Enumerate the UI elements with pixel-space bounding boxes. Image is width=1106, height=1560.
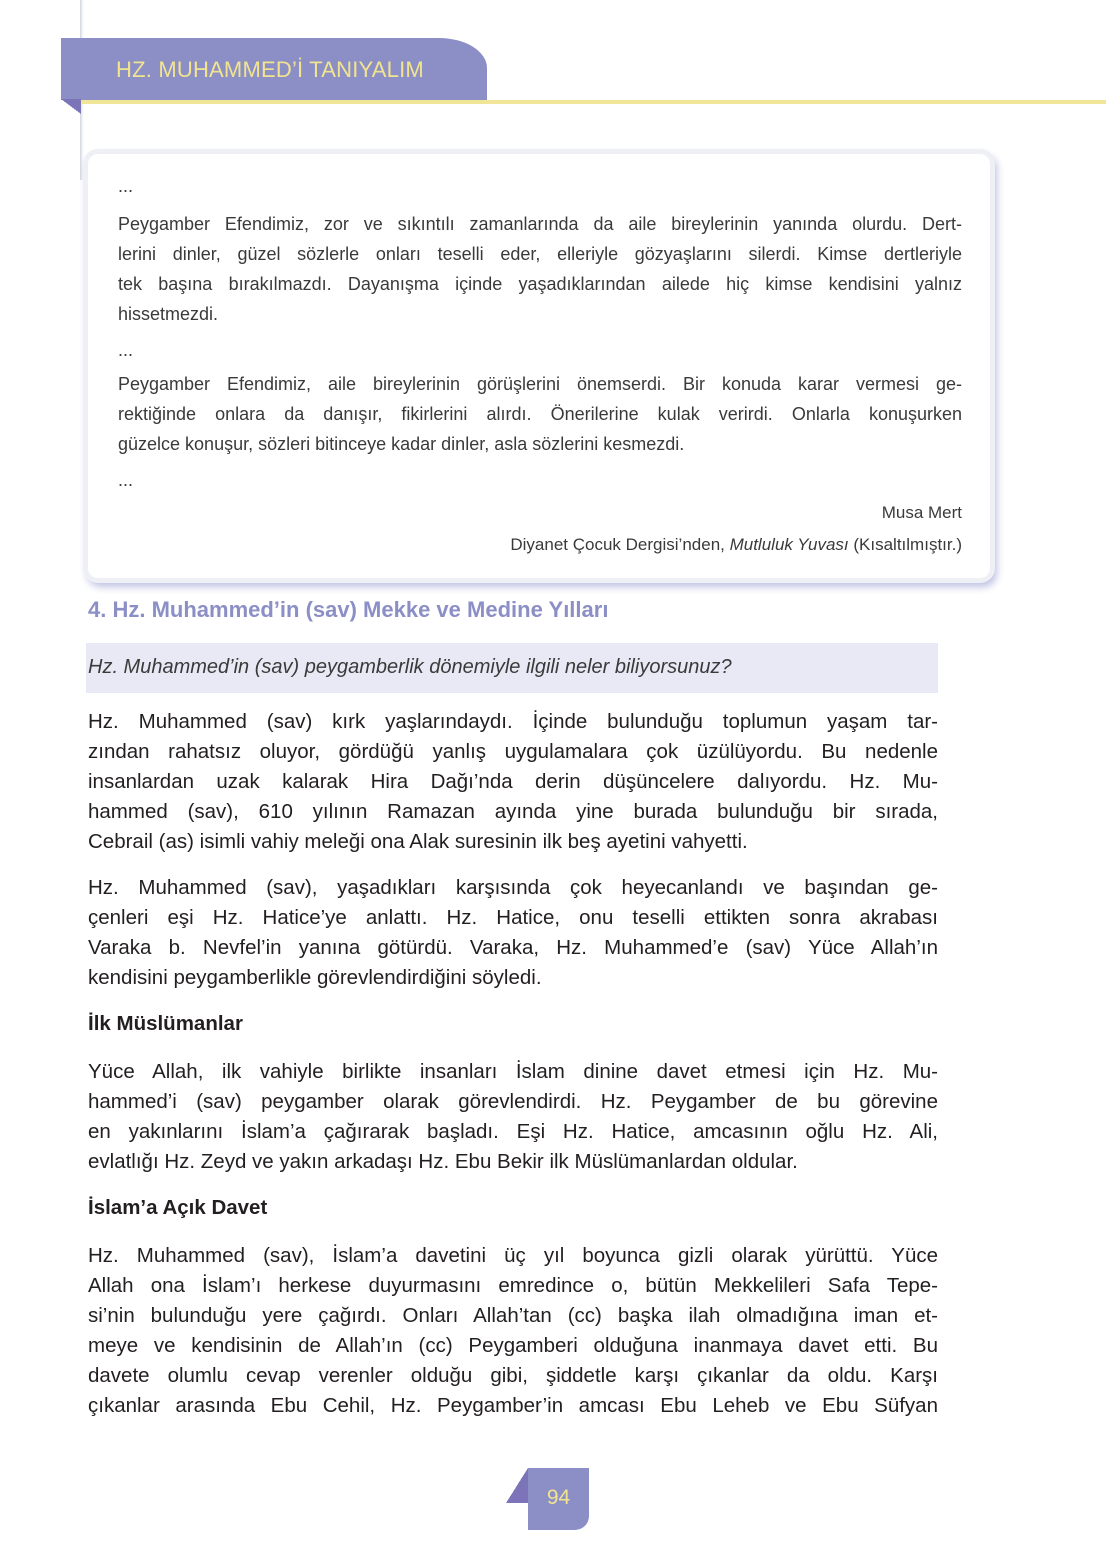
body-line: Cebrail (as) isimli vahiy meleği ona Alak suresinin ilk beş ayetini vahyetti.: [88, 830, 748, 853]
quote-paragraph-1: [118, 209, 962, 329]
quote-line: Peygamber Efendimiz, aile bireylerinin görüşlerini önemserdi. Bir konuda karar vermesi ge-: [118, 374, 962, 394]
source-prefix: Diyanet Çocuk Dergisi’nden,: [510, 535, 730, 554]
body-line: insanlardan uzak kalarak Hira Dağı’nda derin düşüncelere dalıyordu. Hz. Mu-: [88, 770, 938, 793]
quote-author: Musa Mert: [881, 503, 962, 522]
quote-line: tek başına bırakılmazdı. Dayanışma içinde yaşadıklarından ailede hiç kimse kendisini yalnız: [118, 274, 962, 294]
body-line: Yüce Allah, ilk vahiyle birlikte insanları İslam dinine davet etmesi için Hz. Mu-: [88, 1060, 938, 1083]
body-paragraph-1: [88, 707, 938, 857]
body-paragraph-2: [88, 873, 938, 993]
quote-line: hissetmezdi.: [118, 304, 219, 324]
body-line: Allah ona İslam’ı herkese duyurmasını emredince o, bütün Mekkelileri Safa Tepe-: [88, 1274, 938, 1297]
source-suffix: (Kısaltılmıştır.): [848, 535, 962, 554]
quote-ellipsis: ...: [118, 470, 134, 490]
quote-line: rektiğinde onlara da danışır, fikirlerini alırdı. Önerilerine kulak verirdi. Onlarla konuşurken: [118, 404, 962, 424]
header-rule: [81, 100, 1106, 104]
quote-line: lerini dinler, güzel sözlerle onları teselli eder, elleriyle gözyaşlarını silerdi. Kimse dertleriyle: [118, 244, 962, 264]
body-line: kendisini peygamberlikle görevlendirdiğini söyledi.: [88, 966, 542, 989]
body-line: meye ve kendisinin de Allah’ın (cc) Peygamberi olduğuna inanmaya davet etti. Bu: [88, 1334, 938, 1357]
body-line: davete olumlu cevap verenler olduğu gibi, şiddetle karşı çıkanlar da oldu. Karşı: [88, 1364, 938, 1387]
quote-source: [510, 535, 962, 555]
source-title: Mutluluk Yuvası: [729, 535, 849, 554]
page-badge-fold: [506, 1468, 528, 1503]
body-paragraph-4: [88, 1241, 938, 1421]
body-line: Hz. Muhammed (sav), yaşadıkları karşısında çok heyecanlandı ve başından ge-: [88, 876, 938, 899]
body-line: evlatlığı Hz. Zeyd ve yakın arkadaşı Hz. Ebu Bekir ilk Müslümanlardan oldular.: [88, 1150, 798, 1173]
section-title: 4. Hz. Muhammed’in (sav) Mekke ve Medine Yılları: [88, 597, 609, 622]
body-line: en yakınlarını İslam’a çağırarak başladı. Eşi Hz. Hatice, amcasının oğlu Hz. Ali,: [88, 1120, 938, 1143]
subheading-first-muslims: İlk Müslümanlar: [88, 1012, 243, 1035]
body-line: Varaka b. Nevfel’in yanına götürdü. Varaka, Hz. Muhammed’e (sav) Yüce Allah’ın: [88, 936, 938, 959]
body-line: zından rahatsız oluyor, gördüğü yanlış uygulamalara çok üzülüyordu. Bu nedenle: [88, 740, 938, 763]
body-line: çıkanlar arasında Ebu Cehil, Hz. Peygamber’in amcası Ebu Leheb ve Ebu Süfyan: [88, 1394, 938, 1417]
discussion-question: Hz. Muhammed’in (sav) peygamberlik dönemiyle ilgili neler biliyorsunuz?: [88, 656, 732, 678]
body-line: hammed’i (sav) peygamber olarak görevlendirdi. Hz. Peygamber de bu görevine: [88, 1090, 938, 1113]
quote-ellipsis: ...: [118, 340, 134, 360]
quote-ellipsis: ...: [118, 176, 134, 196]
chapter-title: HZ. MUHAMMED’İ TANIYALIM: [116, 57, 424, 82]
quote-line: güzelce konuşur, sözleri bitinceye kadar dinler, asla sözlerini kesmezdi.: [118, 434, 685, 454]
header-fold-decoration: [61, 99, 81, 114]
body-line: çenleri eşi Hz. Hatice’ye anlattı. Hz. Hatice, onu teselli ettikten sonra akrabası: [88, 906, 938, 929]
page-number: 94: [546, 1486, 571, 1509]
body-line: si’nin bulunduğu yere çağırdı. Onları Allah’tan (cc) başka ilah olmadığına iman et-: [88, 1304, 938, 1327]
quote-line: Peygamber Efendimiz, zor ve sıkıntılı zamanlarında da aile bireylerinin yanında olurdu. Dert-: [118, 214, 962, 234]
body-line: Hz. Muhammed (sav), İslam’a davetini üç yıl boyunca gizli olarak yürüttü. Yüce: [88, 1244, 938, 1267]
subheading-open-invitation: İslam’a Açık Davet: [88, 1196, 268, 1219]
body-paragraph-3: [88, 1057, 938, 1177]
body-line: hammed (sav), 610 yılının Ramazan ayında yine burada bulunduğu bir sırada,: [88, 800, 938, 823]
body-line: Hz. Muhammed (sav) kırk yaşlarındaydı. İçinde bulunduğu toplumun yaşam tar-: [88, 710, 938, 733]
quote-paragraph-2: [118, 369, 962, 459]
